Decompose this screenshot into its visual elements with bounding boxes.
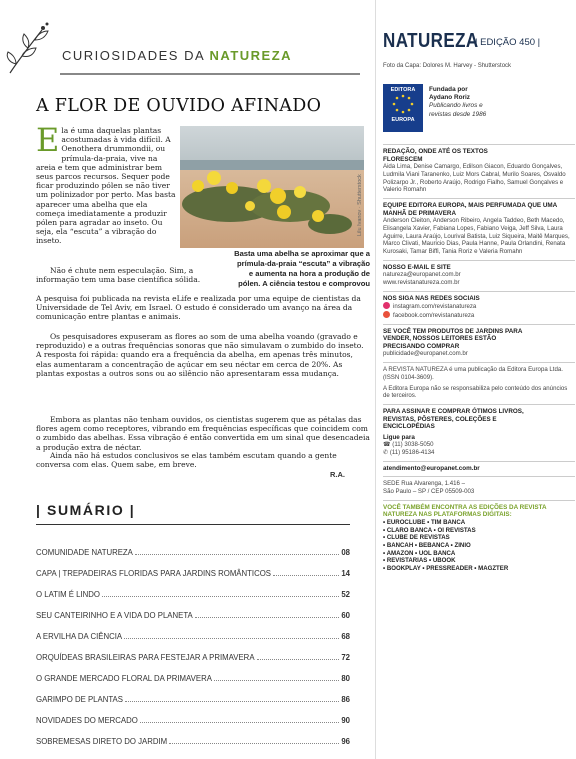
whatsapp-icon: ✆ <box>383 449 390 457</box>
paragraph-1-text: la é uma daquelas plantas acostumadas à vida difícil. A Oenothera drummondii, ou prímula-da-praia, vive na areia e tem que administrar bem seus parcos recursos. Sequer pode ficar produzindo pólen se não tiver um polinizador por perto. Mas basta aparecer uma abelha que ela começa imediatamente a produzir pólen para agradar ao inseto. Ou seja, ela “escuta” a vibração do inseto. <box>36 126 176 246</box>
summary-item-label: GARIMPO DE PLANTAS <box>36 695 123 704</box>
masthead-info <box>383 140 575 573</box>
divider <box>383 461 575 462</box>
summary-item-page: 08 <box>341 548 350 557</box>
call-label: Ligue para <box>383 433 415 441</box>
platform-line: • BOOKPLAY • PRESSREADER • MAGZTER <box>383 565 509 573</box>
founder-name: Aydano Roriz <box>429 94 470 102</box>
platform-line: • CLUBE DE REVISTAS <box>383 534 450 542</box>
founded-label: Fundada por <box>429 86 468 93</box>
phone-icon: ☎ <box>383 441 393 449</box>
leader-dots <box>102 596 339 597</box>
summary-item-page: 96 <box>341 737 350 746</box>
platform-line: • AMAZON • UOL BANCA <box>383 549 456 557</box>
flower-photo <box>180 126 364 248</box>
facebook-text: facebook.com/revistanatureza <box>393 312 475 319</box>
summary-item[interactable] <box>36 620 350 641</box>
leader-dots <box>273 575 339 576</box>
article-paragraph-1 <box>36 121 176 246</box>
subscribe-title: PARA ASSINAR E COMPRAR ÓTIMOS LIVROS, REVISTAS, PÔSTERES, COLEÇÕES E ENCICLOPÉDIAS <box>383 408 524 431</box>
email-title: NOSSO E-MAIL E SITE <box>383 263 451 271</box>
logo-bottom-text: EUROPA <box>391 117 415 123</box>
summary-item-label: COMUNIDADE NATUREZA <box>36 548 133 557</box>
team-names: Anderson Cleiton, Anderson Ribeiro, Angela Taddeo, Beth Macedo, Elisangela Xavier, Fabiana Lopes, Fabiano Veiga, Jeff Silva, Laura Aguirre, Laura Araújo, Lourival Batista, Luiz Siqueira, Maitê Marques, Marco Clivati, Mauricio Dias, Paula Hanne, Paula Orlandini, Renata Kurosaki, Tamar Biffi, Tania Roriz e Valeria Romahn <box>383 217 570 255</box>
summary-item-label: NOVIDADES DO MERCADO <box>36 716 138 725</box>
phone-1[interactable] <box>383 441 575 449</box>
leader-dots <box>124 638 339 639</box>
summary-title: | SUMÁRIO | <box>36 502 136 518</box>
ads-email-link[interactable]: publicidade@europanet.com.br <box>383 350 468 358</box>
divider <box>383 198 575 199</box>
summary-item-label: A ERVILHA DA CIÊNCIA <box>36 632 123 641</box>
platform-line: • EUROCLUBE • TIM BANCA <box>383 518 466 526</box>
divider <box>383 260 575 261</box>
section-prefix: CURIOSIDADES DA <box>62 48 210 63</box>
phone-2-text: (11) 95186-4134 <box>389 449 435 457</box>
summary-item-label: ORQUÍDEAS BRASILEIRAS PARA FESTEJAR A PRIMAVERA <box>36 653 255 662</box>
leader-dots <box>135 554 339 555</box>
summary-item-page: 60 <box>341 611 350 620</box>
leader-dots <box>257 659 340 660</box>
divider <box>383 500 575 501</box>
summary-item-page: 86 <box>341 695 350 704</box>
column-divider <box>375 0 376 759</box>
summary-item-label: O GRANDE MERCADO FLORAL DA PRIMAVERA <box>36 674 212 683</box>
founder-note: Publicando livros e revistas desde 1986 <box>429 102 487 118</box>
article-title: A FLOR DE OUVIDO AFINADO <box>36 96 322 116</box>
summary-item-label: CAPA | TREPADEIRAS FLORIDAS PARA JARDINS ROMÂNTICOS <box>36 569 271 578</box>
stars-icon <box>390 93 416 115</box>
service-email-link[interactable]: atendimento@europanet.com.br <box>383 464 480 472</box>
summary-item-page: 14 <box>341 569 350 578</box>
summary-item[interactable] <box>36 557 350 578</box>
founder-block <box>429 86 499 119</box>
summary-item[interactable] <box>36 725 350 746</box>
photo-caption: Basta uma abelha se aproximar que a prímula-da-praia “escuta” a vibração e aumenta na hora a produção de pólen. A ciência testou e comprovou <box>234 249 370 288</box>
divider <box>383 476 575 477</box>
drop-cap: E <box>36 121 60 159</box>
divider <box>383 144 575 145</box>
divider <box>383 324 575 325</box>
article-paragraph-2: Não é chute nem especulação. Sim, a informação tem uma base científica sólida. <box>36 266 201 285</box>
summary-item-page: 80 <box>341 674 350 683</box>
summary-item[interactable] <box>36 641 350 662</box>
team-title: EQUIPE EDITORA EUROPA, MAIS PERFUMADA QUE UMA MANHÃ DE PRIMAVERA <box>383 202 557 217</box>
leader-dots <box>195 617 340 618</box>
summary-item-label: O LATIM É LINDO <box>36 590 100 599</box>
summary-item[interactable] <box>36 599 350 620</box>
site-link[interactable]: www.revistanatureza.com.br <box>383 279 460 286</box>
leader-dots <box>140 722 340 723</box>
summary-item-label: SEU CANTEIRINHO E A VIDA DO PLANETA <box>36 611 193 620</box>
summary-item-page: 72 <box>341 653 350 662</box>
summary-item[interactable] <box>36 533 350 557</box>
facebook-icon <box>383 311 390 318</box>
summary-item[interactable] <box>36 704 350 725</box>
summary-item-page: 68 <box>341 632 350 641</box>
article-paragraph-6: Ainda não há estudos conclusivos se elas também escutam quando a gente conversa com elas. Quem sabe, em breve. <box>36 451 337 470</box>
summary-item-page: 90 <box>341 716 350 725</box>
instagram-icon <box>383 302 390 309</box>
article-paragraph-4: Os pesquisadores expuseram as flores ao som de uma abelha voando (gravado e reproduzido) e a outras frequências sonoras que não simulavam o zumbido do inseto. A resposta foi rápida: quando era a frequência da abelha, em apenas três minutos, elas aumentaram a concentração de açúcar em seu néctar em cerca de 20%. As plantas expostas a outros sons ou ao silêncio não apresentaram essa mudança. <box>36 332 364 378</box>
social-title: NOS SIGA NAS REDES SOCIAIS <box>383 294 480 302</box>
platform-line: • BANCAH • BEBANCA • ZINIO <box>383 542 471 550</box>
instagram-link[interactable] <box>383 302 575 311</box>
masthead-column <box>383 0 576 759</box>
summary-item[interactable] <box>36 578 350 599</box>
facebook-link[interactable] <box>383 311 575 320</box>
summary-item[interactable] <box>36 662 350 683</box>
brand-name: NATUREZA <box>383 30 479 52</box>
section-highlight: NATUREZA <box>209 48 293 63</box>
leader-dots <box>169 743 339 744</box>
phone-2[interactable] <box>383 449 575 457</box>
article-paragraph-3: A pesquisa foi publicada na revista eLife e realizada por uma equipe de cientistas da Universidade de Tel Aviv, em Israel. O estudo é considerado um avanço na área da comunicação entre plantas e animais. <box>36 294 361 322</box>
leader-dots <box>125 701 339 702</box>
divider <box>383 291 575 292</box>
platform-line: • CLARO BANCA • OI REVISTAS <box>383 526 476 534</box>
photo-credit: Lilu Ivanov · Shutterstock <box>357 174 363 236</box>
writing-title: REDAÇÃO, ONDE ATÉ OS TEXTOS FLORESCEM <box>383 148 488 163</box>
address-line-2: São Paulo – SP / CEP 05509-003 <box>383 488 475 496</box>
article-paragraph-5: Embora as plantas não tenham ouvidos, os cientistas sugerem que as pétalas das flores agem como receptores, vibrando em frequências específicas que coincidem com o zumbido das abelhas. Essa vibração é então convertida em um sinal que desencadeia a produção extra de néctar. <box>36 415 370 452</box>
platform-line: • REVISTARIAS • UBOOK <box>383 557 456 565</box>
phone-1-text: (11) 3038-5050 <box>392 441 434 449</box>
section-label <box>62 48 292 63</box>
legal-disclaimer: A Editora Europa não se responsabiliza pelo conteúdo dos anúncios de terceiros. <box>383 384 568 400</box>
instagram-text: instagram.com/revistanatureza <box>393 303 477 311</box>
summary-item-page: 52 <box>341 590 350 599</box>
edition-number: | EDIÇÃO 450 | <box>475 37 541 48</box>
summary-rule <box>36 524 350 525</box>
garden-title: SE VOCÊ TEM PRODUTOS DE JARDINS PARA VENDER, NOSSOS LEITORES ESTÃO PRECISANDO COMPRAR <box>383 327 523 350</box>
flower-branch-icon <box>2 18 57 78</box>
platforms-title: VOCÊ TAMBÉM ENCONTRA AS EDIÇÕES DA REVISTA NATUREZA NAS PLATAFORMAS DIGITAIS: <box>383 503 547 519</box>
email-link[interactable]: natureza@europanet.com.br <box>383 271 461 279</box>
address-line-1: SEDE Rua Alvarenga, 1.416 – <box>383 480 465 488</box>
cover-credit: Foto da Capa: Dolores M. Harvey - Shutterstock <box>383 63 512 69</box>
divider <box>383 404 575 405</box>
legal-publication: A REVISTA NATUREZA é uma publicação da Editora Europa Ltda. (ISSN 0104-3609). <box>383 366 563 381</box>
summary-item-label: SOBREMESAS DIRETO DO JARDIM <box>36 737 168 746</box>
header-rule <box>60 73 360 75</box>
divider <box>383 362 575 363</box>
summary-item[interactable] <box>36 683 350 704</box>
author-signature: R.A. <box>330 470 345 479</box>
logo-top-text: EDITORA <box>390 87 416 93</box>
leader-dots <box>214 680 339 681</box>
writing-names: Aida Lima, Denise Camargo, Edilson Giacon, Eduardo Gonçalves, Ludmila Viani Taranenko, Luiz Mors Cabral, Murilo Soares, Osvaldo Polizarpo Jr., Roberto Araújo, Rodrigo Fialho, Samuel Gonçalves e Valerio Romahn <box>383 163 566 194</box>
editora-europa-logo <box>383 84 423 132</box>
summary-list <box>36 533 350 746</box>
